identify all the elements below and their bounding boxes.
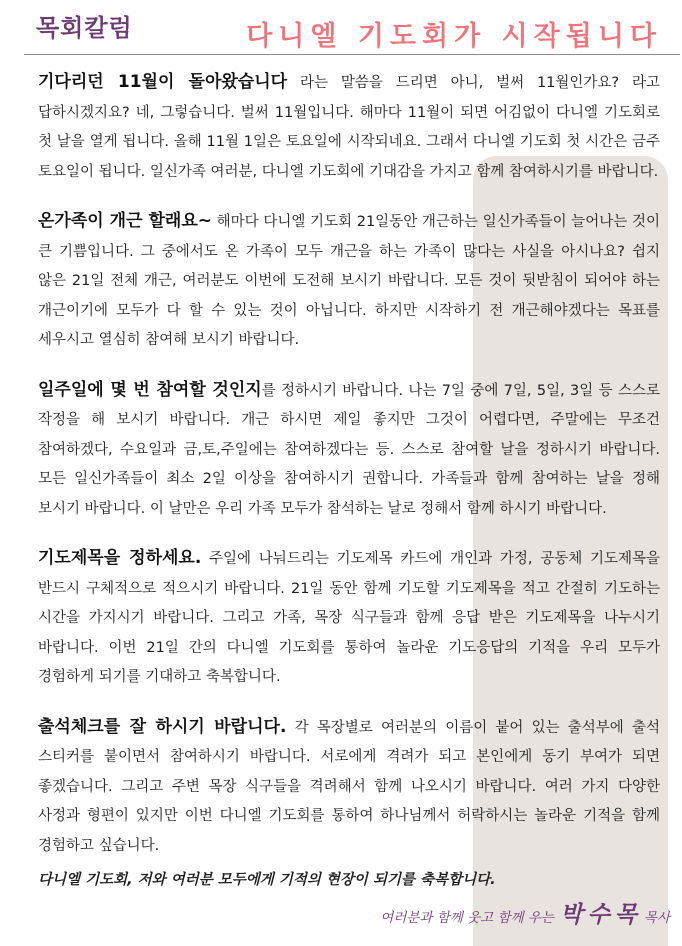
- article-body: [38, 68, 660, 893]
- column-title: 목회칼럼: [36, 14, 133, 42]
- paragraph-text: 주일에 나눠드리는 기도제목 카드에 개인과 가정, 공동체 기도제목을 반드시 구체적으로 적으시기 바랍니다. 21일 동안 함께 기도할 기도제목을 적고 간절히 기도하는 시간을 가지시기 바랍니다. 그리고 가족, 목장 식구들과 함께 응답 받은 기도제목을 나누시기 바랍니다. 이번 21일 간의 다니엘 기도회를 통하여 놀라운 기도응답의 기적을 우리 모두가 경험하게 되기를 기대하고 축복합니다.: [38, 551, 660, 685]
- header-divider: [24, 54, 680, 55]
- signature-name: 박수목: [560, 902, 642, 928]
- page-title: 다니엘 기도회가 시작됩니다: [246, 21, 662, 52]
- closing-blessing: 다니엘 기도회, 저와 여러분 모두에게 기적의 현장이 되기를 축복합니다.: [38, 872, 496, 888]
- paragraph-lead: 온가족이 개근 할래요~: [38, 211, 212, 231]
- paragraph-prayer-topics: [38, 544, 660, 693]
- paragraph-lead: 일주일에 몇 번 참여할 것인지: [38, 379, 262, 400]
- paragraph-text: 를 정하시기 바랍니다. 나는 7일 중에 7일, 5일, 3일 등 스스로 작정을 해 보시기 바랍니다. 개근 하시면 제일 좋지만 그것이 어렵다면, 주말에는 무조건 참여하겠다, 수요일과 금,토,주일에는 참여하겠다는 등. 스스로 참여할 날을 정하시기 바랍니다. 모든 일신가족들이 최소 2일 이상을 참여하시기 권합니다. 가족들과 함께 참여하는 날을 정해 보시기 바랍니다. 이 날만은 우리 가족 모두가 참석하는 날로 정해서 함께 하시기 바랍니다.: [38, 382, 660, 517]
- header: [0, 0, 682, 56]
- paragraph-november: [38, 68, 660, 187]
- paragraph-attendance-goal: [38, 207, 660, 356]
- paragraph-weekly-plan: [38, 376, 660, 525]
- paragraph-text: 해마다 다니엘 기도회 21일동안 개근하는 일신가족들이 늘어나는 것이 큰 기쁨입니다. 그 중에서도 온 가족이 모두 개근을 하는 가족이 많다는 사실을 아시나요? 쉽지 않은 21일 전체 개근, 여러분도 이번에 도전해 보시기 바랍니다. 모든 것이 뒷받침이 되어야 하는 개근이기에 모두가 다 할 수 있는 것이 아닙니다. 하지만 시작하기 전 개근해야겠다는 목표를 세우시고 열심히 참여해 보시기 바랍니다.: [38, 214, 660, 348]
- signature-role: 목사: [643, 910, 670, 926]
- paragraph-lead: 출석체크를 잘 하시기 바랍니다.: [38, 716, 287, 737]
- paragraph-lead: 기도제목을 정하세요.: [38, 548, 202, 568]
- paragraph-lead: 기다리던 11월이 돌아왔습니다: [38, 72, 288, 92]
- paragraph-text: 라는 말씀을 드리면 아니, 벌써 11월인가요? 라고 답하시겠지요? 네, 그렇습니다. 벌써 11월입니다. 해마다 11월이 되면 어김없이 다니엘 기도회로 첫 날을 열게 됩니다. 올해 11월 1일은 토요일에 시작되네요. 그래서 다니엘 기도회 첫 시간은 금주 토요일이 됩니다. 일신가족 여러분, 다니엘 기도회에 기대감을 가지고 함께 참여하시기를 바랍니다.: [38, 75, 660, 180]
- signature: [380, 896, 670, 929]
- paragraph-attendance-check: [38, 713, 660, 862]
- signature-prefix: 여러분과 함께 웃고 함께 우는: [380, 910, 554, 926]
- paragraph-text: 각 목장별로 여러분의 이름이 붙어 있는 출석부에 출석 스티커를 붙이면서 참여하시기 바랍니다. 서로에게 격려가 되고 본인에게 동기 부여가 되면 좋겠습니다. 그리고 주변 목장 식구들을 격려해서 함께 나오시기 바랍니다. 여러 가지 다양한 사정과 형편이 있지만 이번 다니엘 기도회를 통하여 하나님께서 허락하시는 놀라운 기적을 함께 경험하고 싶습니다.: [38, 719, 661, 854]
